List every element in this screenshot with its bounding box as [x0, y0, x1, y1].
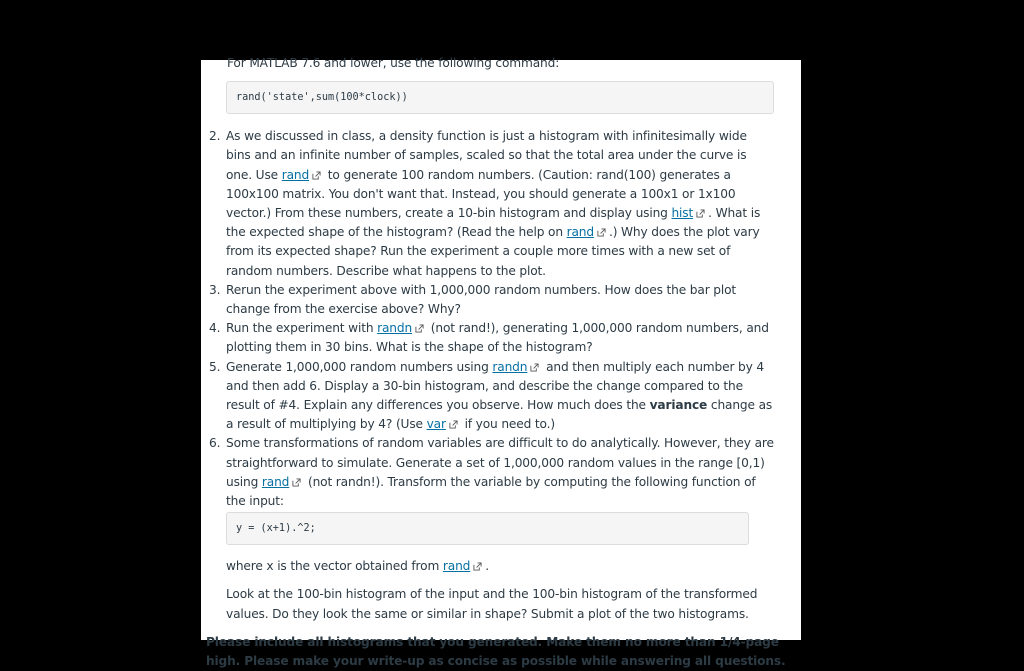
- question-5: 5. Generate 1,000,000 random numbers using randn and then multiply each number by 4 and then add 6. Display a 30-bin histogram, and describe the change compared to the result of #4. Explain any differences you observe. How much does the variance change as a result of multiplying by 4? (Use var if you need to.): [209, 359, 773, 432]
- rand-link[interactable]: rand: [261, 474, 290, 489]
- external-link-icon: [449, 420, 458, 429]
- external-link-icon: [473, 562, 482, 571]
- randn-link[interactable]: randn: [377, 321, 413, 336]
- question-2: 2. As we discussed in class, a density function is just a histogram with infinitesimally wide bins and an infinite number of samples, scaled so that the total area under the curve is one. Use rand to generate 100 random numbers. (Caution: rand(100) generates a 100x100 matrix. You don't want that. Instead, you should generate a 100x1 or 1x100 vector.) From these numbers, create a 10-bin histogram and display using hist . What is the expected shape of the histogram? (Read the help on rand .) Why does the plot vary from its expected shape? Run the experiment a couple more times with a new set of random numbers. Describe what happens to the plot.: [209, 129, 761, 278]
- var-link[interactable]: var: [426, 417, 446, 432]
- question-number: 2.: [209, 129, 221, 144]
- rand-link[interactable]: rand: [566, 225, 594, 240]
- external-link-icon: [292, 478, 301, 487]
- question-number: 3.: [209, 282, 221, 297]
- assignment-content: [201, 54, 801, 671]
- external-link-icon: [696, 209, 705, 218]
- randn-link[interactable]: randn: [492, 359, 528, 374]
- assignment-panel: [201, 56, 801, 669]
- code-block-transform: y = (x+1).^2;: [226, 512, 749, 545]
- external-link-icon: [597, 228, 606, 237]
- variance-bold: variance: [649, 398, 708, 413]
- question-number: 5.: [209, 359, 221, 374]
- question-number: 6.: [209, 436, 221, 451]
- external-link-icon: [530, 363, 539, 372]
- code-block-seed: rand('state',sum(100*clock)): [226, 81, 774, 114]
- external-link-icon: [312, 171, 321, 180]
- question-6: 6. Some transformations of random variables are difficult to do analytically. However, they are straightforward to simulate. Generate a set of 1,000,000 random values in the range [0,1) using rand (not randn!). Transform the variable by computing the following function of the input: y = (x+1).^2; where x is the vector obtained from rand . Look at the 100-bin histogram of the input and the 100-bin histogram of the transformed values. Do they look the same or similar in shape? Submit a plot of the two histograms.: [209, 436, 774, 621]
- question-4: 4. Run the experiment with randn (not rand!), generating 1,000,000 random numbers, and plotting them in 30 bins. What is the shape of the histogram?: [209, 321, 769, 355]
- intro-text: For MATLAB 7.6 and lower, use the following command:: [227, 56, 560, 70]
- question-3: 3. Rerun the experiment above with 1,000,000 random numbers. How does the bar plot change from the exercise above? Why?: [209, 282, 737, 317]
- external-link-icon: [415, 324, 424, 333]
- rand-link[interactable]: rand: [281, 167, 310, 182]
- rand-link[interactable]: rand: [442, 559, 471, 574]
- final-note: Please include all histograms that you generated. Make them no more than 1/4-page high. Please make your write-up as concise as possible while answering all questions.: [206, 634, 786, 669]
- question-list: [201, 127, 801, 624]
- question-number: 4.: [209, 321, 221, 336]
- hist-link[interactable]: hist: [671, 206, 694, 221]
